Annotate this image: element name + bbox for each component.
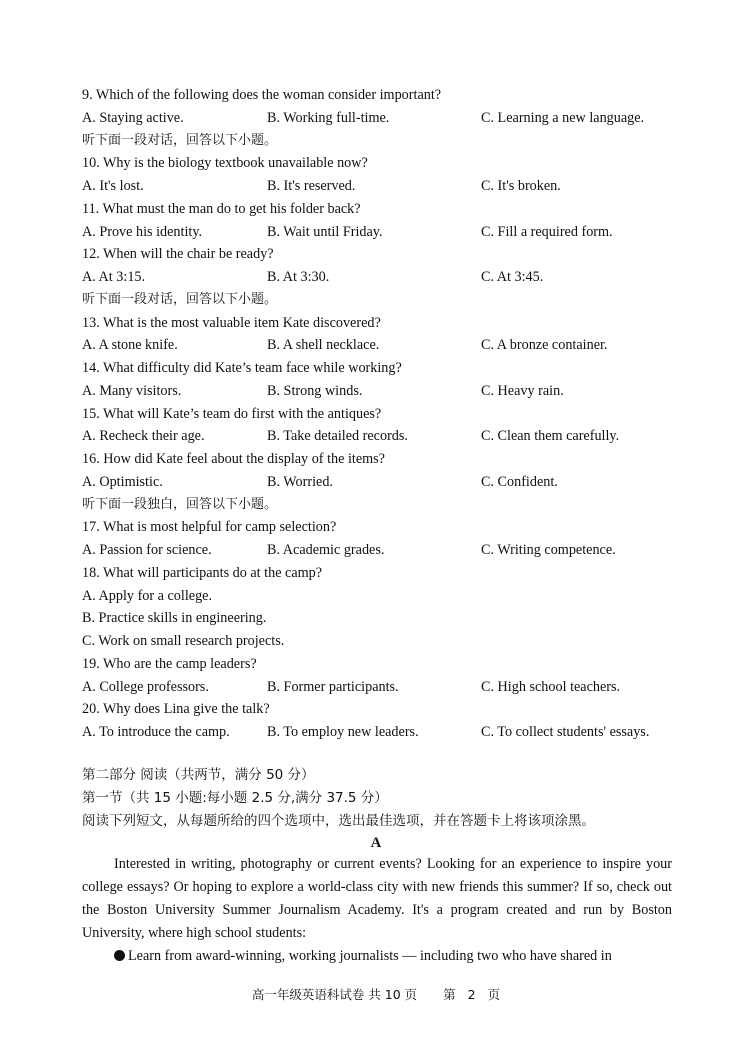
question-text: 9. Which of the following does the woman consider important?	[82, 87, 442, 103]
option-b: B. Strong winds.	[267, 382, 363, 399]
option-c: C. Heavy rain.	[481, 382, 564, 399]
option-a: A. It's lost.	[82, 178, 144, 194]
option-c: C. To collect students' essays.	[481, 724, 650, 740]
passage-paragraph: Interested in writing, photography or current events? Looking for an experience to inspire your college essays? Or hoping to explore a world-class city with new friends this summer? If so, check out the Boston University Summer Journalism Academy. It's a program created and run by Boston University, where high school students:	[82, 856, 672, 941]
listening-instruction: 听下面一段对话，回答以下小题。	[82, 291, 278, 307]
footer-page-number: 2	[467, 987, 476, 1002]
question-text: 19. Who are the camp leaders?	[82, 655, 257, 672]
option-c: C. Fill a required form.	[481, 223, 613, 240]
option-a: A. Optimistic.	[82, 473, 163, 490]
question-text: C. Work on small research projects.	[82, 633, 285, 649]
option-b: B. At 3:30.	[267, 269, 330, 285]
option-c: C. Learning a new language.	[481, 109, 645, 126]
option-a: A. To introduce the camp.	[82, 724, 230, 740]
option-c: C. High school teachers.	[481, 678, 621, 695]
passage-letter: A	[370, 835, 382, 851]
bullet-item	[114, 945, 672, 968]
question-text: 13. What is the most valuable item Kate discovered?	[82, 314, 381, 331]
option-b: B. Working full-time.	[267, 109, 390, 126]
bullet-text: Learn from award-winning, working journalists — including two who have shared in	[128, 948, 612, 964]
option-c: C. At 3:45.	[481, 269, 544, 285]
footer-page-suffix: 页	[487, 987, 501, 1002]
option-a: A. Passion for science.	[82, 542, 212, 558]
option-a: A. Many visitors.	[82, 382, 182, 399]
listening-instruction: 听下面一段独白，回答以下小题。	[82, 496, 278, 512]
option-b: B. Former participants.	[267, 678, 399, 695]
option-b: B. Academic grades.	[267, 542, 385, 558]
question-text: 14. What difficulty did Kate’s team face while working?	[82, 360, 402, 376]
listening-instruction: 听下面一段对话，回答以下小题。	[82, 132, 278, 148]
option-b: B. A shell necklace.	[267, 337, 380, 354]
option-a: A. College professors.	[82, 678, 209, 695]
option-c: C. Clean them carefully.	[481, 428, 620, 445]
question-text: 10. Why is the biology textbook unavailable now?	[82, 155, 368, 172]
footer-page-prefix: 第	[443, 987, 456, 1002]
question-text: 12. When will the chair be ready?	[82, 246, 274, 263]
bullet-icon	[114, 950, 125, 961]
option-a: A. At 3:15.	[82, 269, 146, 285]
option-a: A. Staying active.	[82, 109, 184, 126]
option-c: C. A bronze container.	[481, 337, 608, 354]
option-a: A. Recheck their age.	[82, 428, 205, 445]
question-text: 15. What will Kate’s team do first with the antiques?	[82, 405, 382, 422]
option-c: C. Writing competence.	[481, 542, 616, 558]
reading-instruction: 阅读下列短文，从每题所给的四个选项中，选出最佳选项，并在答题卡上将该项涂黑。	[82, 813, 595, 829]
section-title: 第一节（共 15 小题:每小题 2.5 分,满分 37.5 分）	[82, 790, 388, 806]
question-text: B. Practice skills in engineering.	[82, 610, 267, 627]
question-text: 17. What is most helpful for camp selection?	[82, 519, 337, 536]
option-c: C. Confident.	[481, 473, 558, 490]
question-text: 16. How did Kate feel about the display of the items?	[82, 451, 385, 467]
option-b: B. To employ new leaders.	[267, 724, 419, 740]
option-a: A. Prove his identity.	[82, 223, 203, 240]
option-c: C. It's broken.	[481, 178, 561, 194]
option-b: B. Take detailed records.	[267, 428, 408, 445]
question-text: 20. Why does Lina give the talk?	[82, 701, 270, 718]
question-text: 11. What must the man do to get his folder back?	[82, 200, 361, 217]
footer-title: 高一年级英语科试卷 共 10 页	[251, 987, 418, 1002]
question-text: A. Apply for a college.	[82, 587, 213, 604]
option-a: A. A stone knife.	[82, 337, 178, 354]
option-b: B. It's reserved.	[267, 178, 356, 194]
option-b: B. Wait until Friday.	[267, 223, 383, 240]
page-footer	[0, 985, 752, 1003]
question-text: 18. What will participants do at the camp?	[82, 564, 323, 581]
option-b: B. Worried.	[267, 473, 333, 490]
part-title: 第二部分 阅读（共两节，满分 50 分）	[82, 767, 315, 783]
